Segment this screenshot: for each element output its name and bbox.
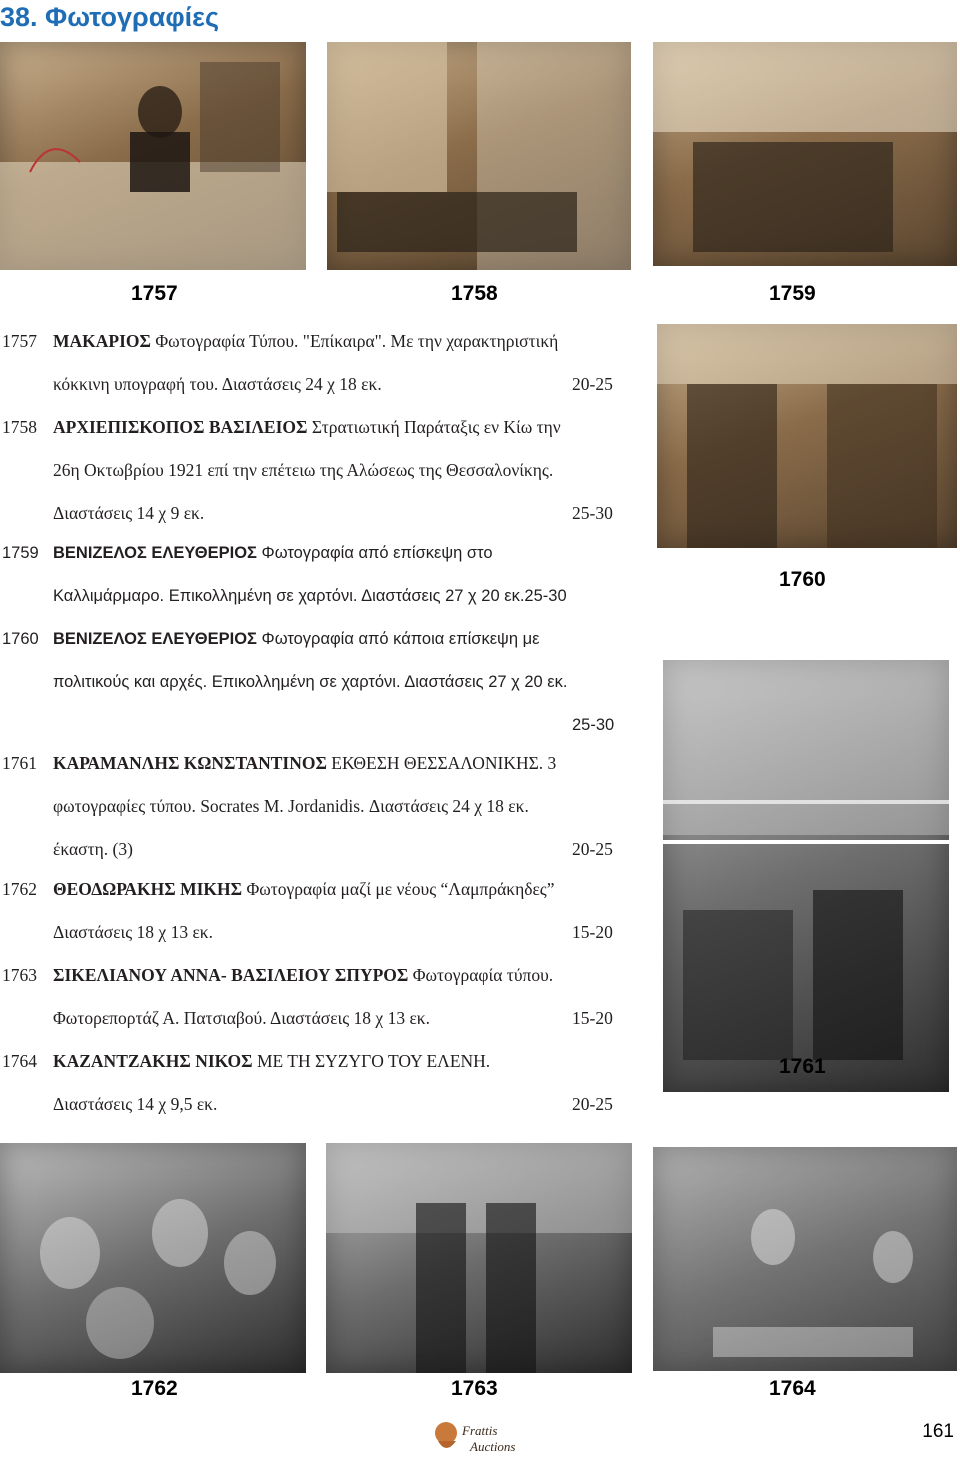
lot-desc: Διαστάσεις 14 χ 9,5 εκ. xyxy=(53,1094,218,1114)
lot-1762 xyxy=(2,868,642,954)
lot-1758 xyxy=(2,406,642,535)
lot-name: ΒΕΝΙΖΕΛΟΣ ΕΛΕΥΘΕΡΙΟΣ xyxy=(53,544,257,562)
lot-price: 15-20 xyxy=(572,922,613,942)
lot-price: 20-25 xyxy=(572,374,613,394)
photo-1758 xyxy=(327,42,631,270)
lot-desc: Φωτογραφία μαζί με νέους “Λαμπράκηδες” xyxy=(242,879,555,899)
photo-1764 xyxy=(653,1147,957,1371)
lot-number: 1762 xyxy=(2,879,37,899)
lot-price: 15-20 xyxy=(572,1008,613,1028)
photo-1759 xyxy=(653,42,957,266)
lot-1757 xyxy=(2,320,642,406)
lot-price: 20-25 xyxy=(572,839,613,859)
lot-desc: ΕΚΘΕΣΗ ΘΕΣΣΑΛΟΝΙΚΗΣ. 3 xyxy=(326,753,557,773)
lot-desc: φωτογραφίες τύπου. Socrates M. Jordanidis. Διαστάσεις 24 χ 18 εκ. xyxy=(53,796,529,816)
lot-desc: Φωτορεπορτάζ Α. Πατσιαβού. Διαστάσεις 18 χ 13 εκ. xyxy=(53,1008,430,1028)
lot-desc: έκαστη. (3) xyxy=(53,839,133,859)
lot-name: ΘΕΟΔΩΡΑΚΗΣ ΜΙΚΗΣ xyxy=(53,879,243,899)
frattis-auctions-logo xyxy=(432,1411,532,1463)
lot-number: 1757 xyxy=(2,331,37,351)
photo-1761 xyxy=(663,660,949,1092)
lot-desc: πολιτικούς και αρχές. Επικολλημένη σε χαρτόνι. Διαστάσεις 27 χ 20 εκ. xyxy=(53,673,568,691)
lot-desc: Στρατιωτική Παράταξις εν Κίω την xyxy=(307,417,561,437)
lot-desc: ΜΕ ΤΗ ΣΥΖΥΓΟ ΤΟΥ ΕΛΕΝΗ. xyxy=(252,1051,491,1071)
lot-desc: Φωτογραφία τύπου. xyxy=(408,965,554,985)
page-title: 38. Φωτογραφίες xyxy=(0,2,220,32)
lot-desc: Διαστάσεις 14 χ 9 εκ. xyxy=(53,503,205,523)
caption-1758: 1758 xyxy=(451,282,498,305)
lot-number: 1763 xyxy=(2,965,37,985)
caption-1760: 1760 xyxy=(779,568,826,591)
caption-1764: 1764 xyxy=(769,1377,816,1400)
lot-price: 25-30 xyxy=(524,587,567,605)
lot-1761 xyxy=(2,742,642,871)
lot-name: ΒΕΝΙΖΕΛΟΣ ΕΛΕΥΘΕΡΙΟΣ xyxy=(53,630,257,648)
lot-desc: Καλλιμάρμαρο. Επικολλημένη σε χαρτόνι. Διαστάσεις 27 χ 20 εκ. xyxy=(53,587,525,605)
lot-number: 1760 xyxy=(2,630,39,648)
caption-1761: 1761 xyxy=(779,1055,826,1078)
lot-number: 1758 xyxy=(2,417,37,437)
lot-number: 1761 xyxy=(2,753,37,773)
lot-name: ΣΙΚΕΛΙΑΝΟΥ ΑΝΝΑ- ΒΑΣΙΛΕΙΟΥ ΣΠΥΡΟΣ xyxy=(53,965,409,985)
lot-1759 xyxy=(2,532,642,618)
page-number: 161 xyxy=(922,1421,954,1442)
caption-1757: 1757 xyxy=(131,282,178,305)
lot-name: ΚΑΖΑΝΤΖΑΚΗΣ ΝΙΚΟΣ xyxy=(53,1051,253,1071)
lot-name: ΑΡΧΙΕΠΙΣΚΟΠΟΣ ΒΑΣΙΛΕΙΟΣ xyxy=(53,417,308,437)
lot-desc: 26η Οκτωβρίου 1921 επί την επέτειω της Αλώσεως της Θεσσαλονίκης. xyxy=(53,460,554,480)
logo-text-2: Auctions xyxy=(470,1439,516,1454)
photo-1760 xyxy=(657,324,957,548)
caption-1759: 1759 xyxy=(769,282,816,305)
lot-price: 25-30 xyxy=(572,503,613,523)
photo-1762 xyxy=(0,1143,306,1373)
lot-1764 xyxy=(2,1040,642,1126)
caption-1762: 1762 xyxy=(131,1377,178,1400)
photo-1763 xyxy=(326,1143,632,1373)
lot-desc: κόκκινη υπογραφή του. Διαστάσεις 24 χ 18 εκ. xyxy=(53,374,382,394)
caption-1763: 1763 xyxy=(451,1377,498,1400)
lot-number: 1759 xyxy=(2,544,39,562)
photo-1757 xyxy=(0,42,306,270)
lot-number: 1764 xyxy=(2,1051,37,1071)
lot-1763 xyxy=(2,954,642,1040)
lot-desc: Διαστάσεις 18 χ 13 εκ. xyxy=(53,922,213,942)
lot-desc: Φωτογραφία Τύπου. "Επίκαιρα". Με την χαρακτηριστική xyxy=(150,331,559,351)
lot-desc: Φωτογραφία από επίσκεψη στο xyxy=(256,544,493,562)
logo-text-1: Frattis xyxy=(462,1423,498,1438)
lot-name: ΚΑΡΑΜΑΝΛΗΣ ΚΩΝΣΤΑΝΤΙΝΟΣ xyxy=(53,753,327,773)
lot-1760 xyxy=(2,618,642,747)
lot-name: ΜΑΚΑΡΙΟΣ xyxy=(53,331,151,351)
lot-price: 20-25 xyxy=(572,1094,613,1114)
lot-desc: Φωτογραφία από κάποια επίσκεψη με xyxy=(256,630,540,648)
lot-price: 25-30 xyxy=(572,716,615,734)
